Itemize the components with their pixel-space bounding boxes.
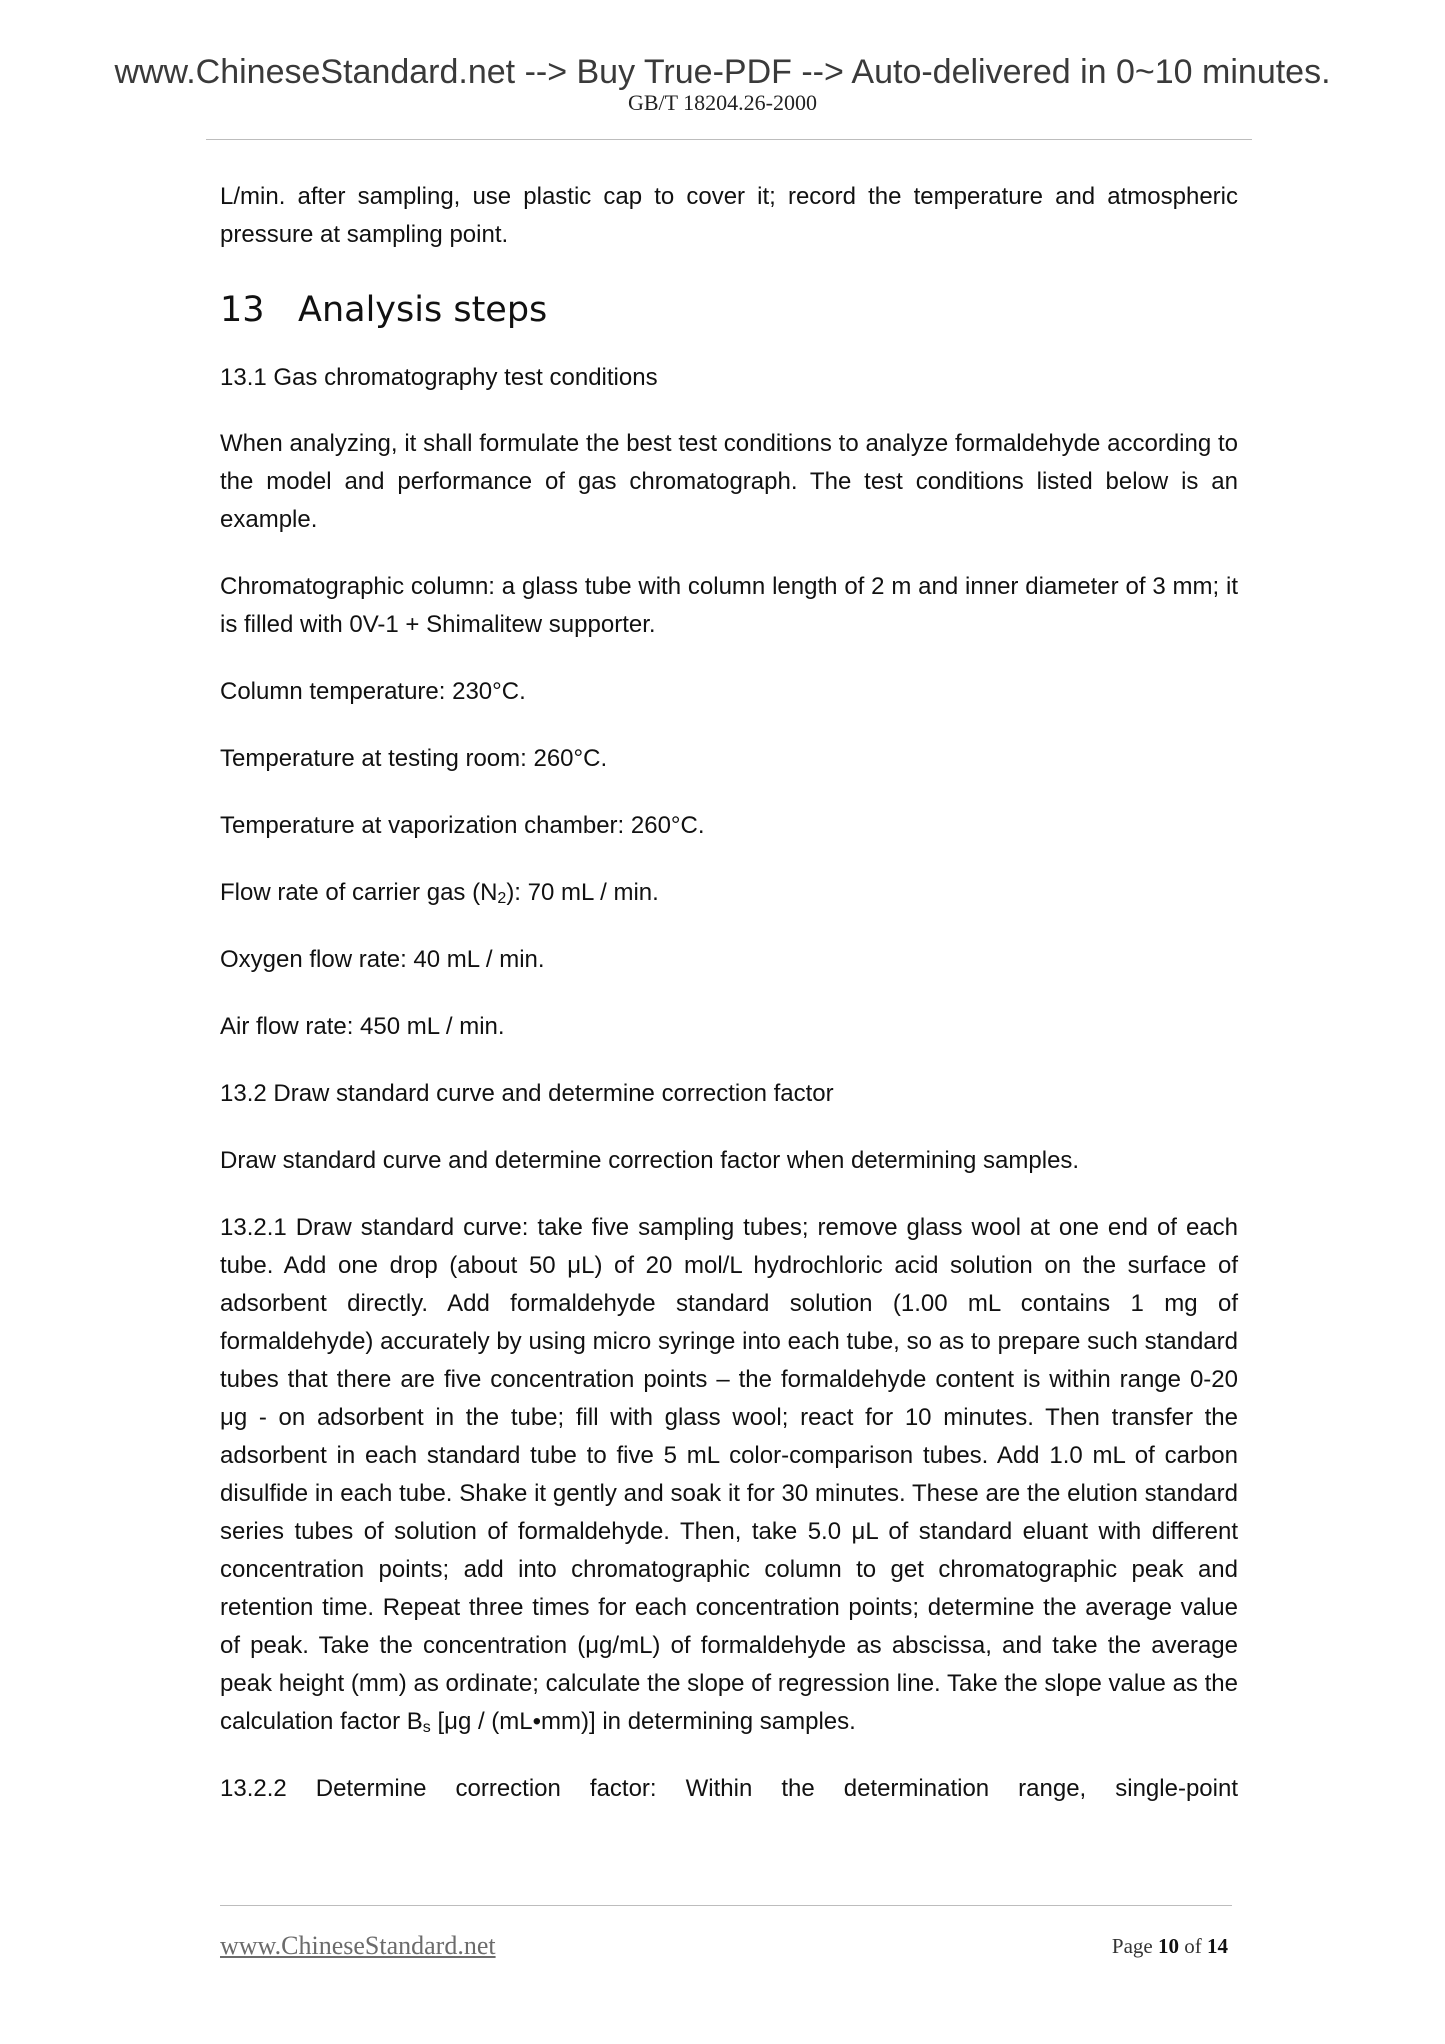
intro-paragraph: L/min. after sampling, use plastic cap to cover it; record the temperature and atmospheric pressure at sampling point.: [220, 183, 1238, 248]
page-total: 14: [1207, 1934, 1228, 1958]
site-banner: www.ChineseStandard.net --> Buy True-PDF --> Auto-delivered in 0~10 minutes.: [114, 53, 1331, 91]
page-label: Page: [1111, 1934, 1153, 1958]
section-number: 13: [220, 290, 265, 330]
subsection-13-1-text: When analyzing, it shall formulate the best test conditions to analyze formaldehyde according to the model and performance of gas chromatograph. The test conditions listed below is an example.: [220, 430, 1238, 533]
carrier-gas-subscript: 2: [497, 890, 507, 907]
carrier-gas-prefix: Flow rate of carrier gas (N: [220, 879, 498, 906]
page-number: [1112, 1934, 1228, 1959]
oxygen-flow: Oxygen flow rate: 40 mL / min.: [220, 946, 545, 973]
standard-code: GB/T 18204.26-2000: [627, 90, 818, 115]
subsection-13-1-title: 13.1 Gas chromatography test conditions: [220, 364, 658, 391]
page-current: 10: [1158, 1934, 1179, 1958]
footer-divider: [220, 1905, 1232, 1906]
header-divider: [206, 139, 1252, 140]
subsection-13-2-text: Draw standard curve and determine correction factor when determining samples.: [220, 1147, 1080, 1174]
standard-curve-text: 13.2.1 Draw standard curve: take five sampling tubes; remove glass wool at one end of each tube. Add one drop (about 50 μL) of 20 mol/L hydrochloric acid solution on the surface of adsorbent directly. Add formaldehyde standard solution (1.00 mL contains 1 mg of formaldehyde) accurately by using micro syringe into each tube, so as to prepare such standard tubes that there are five concentration points – the formaldehyde content is within range 0-20 μg - on adsorbent in the tube; fill with glass wool; react for 10 minutes. Then transfer the adsorbent in each standard tube to five 5 mL color-comparison tubes. Add 1.0 mL of carbon disulfide in each tube. Shake it gently and soak it for 30 minutes. These are the elution standard series tubes of solution of formaldehyde. Then, take 5.0 μL of standard eluant with different concentration points; add into chromatographic column to get chromatographic peak and retention time. Repeat three times for each concentration points; determine the average value of peak. Take the concentration (μg/mL) of formaldehyde as abscissa, and take the average peak height (mm) as ordinate; calculate the slope of regression line. Take the slope value as the calculation factor B: [220, 1214, 1238, 1735]
column-temperature: Column temperature: 230°C.: [220, 678, 526, 705]
chromatographic-column: Chromatographic column: a glass tube with column length of 2 m and inner diameter of 3 mm; it is filled with 0V-1 + Shimalitew supporter.: [220, 573, 1238, 638]
subsection-13-2-title: 13.2 Draw standard curve and determine correction factor: [220, 1080, 834, 1107]
standard-curve-end: [μg / (mL•mm)] in determining samples.: [430, 1708, 856, 1735]
section-heading: [220, 288, 1238, 332]
subsection-13-2-2: 13.2.2 Determine correction factor: Within the determination range, single-point: [220, 1775, 1238, 1802]
testing-room-temperature: Temperature at testing room: 260°C.: [220, 745, 608, 772]
section-title: Analysis steps: [298, 290, 548, 330]
footer-site-link[interactable]: www.ChineseStandard.net: [220, 1931, 496, 1960]
carrier-gas-flow: [220, 874, 1238, 912]
page-of: of: [1184, 1934, 1202, 1958]
factor-subscript: s: [422, 1719, 431, 1736]
carrier-gas-suffix: ): 70 mL / min.: [506, 879, 659, 906]
vaporization-temperature: Temperature at vaporization chamber: 260°C.: [220, 812, 705, 839]
air-flow: Air flow rate: 450 mL / min.: [220, 1013, 505, 1040]
page-body: [220, 178, 1238, 1808]
subsection-13-2-1: [220, 1209, 1238, 1741]
